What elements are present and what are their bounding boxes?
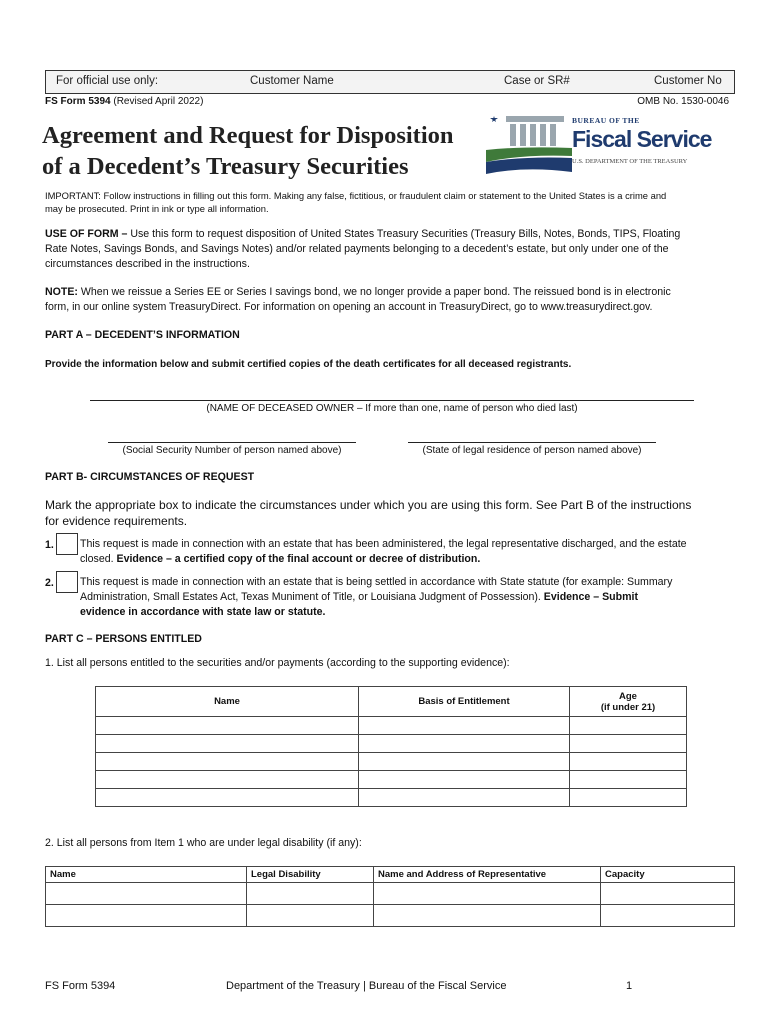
important-notice — [45, 189, 735, 215]
legal-disability-table — [45, 866, 735, 927]
note-line-2: form, in our online system TreasuryDirect. For information on opening an account in TreasuryDirect, go to www.treasurydirect.gov. — [45, 301, 653, 313]
part-c-item-1: 1. List all persons entitled to the securities and/or payments (according to the supporting evidence): — [45, 657, 510, 669]
use-of-form-line-1: Use this form to request disposition of United States Treasury Securities (Treasury Bills, Notes, Bonds, TIPS, Floating — [127, 228, 681, 240]
table-row[interactable] — [96, 771, 687, 789]
use-of-form-line-2: Rate Notes, Savings Bonds, and Savings Notes) and/or related payments belonging to a decedent’s estate, but only under one of the — [45, 243, 669, 255]
table-row[interactable] — [46, 883, 735, 905]
fiscal-service-logo — [484, 110, 724, 180]
use-of-form-line-3: circumstances described in the instructions. — [45, 258, 250, 270]
option-2-text — [80, 575, 740, 620]
logo-main-text: Fiscal Service — [572, 126, 712, 152]
logo-sub-text: U.S. DEPARTMENT OF THE TREASURY — [572, 158, 688, 165]
important-line-1: IMPORTANT: Follow instructions in filling out this form. Making any false, fictitious, or fraudulent claim or statement to the United States is a crime and — [45, 190, 667, 201]
option-2-line-2: Administration, Small Estates Act, Texas Muniment of Title, or Louisiana Judgment of Possession). — [80, 591, 544, 603]
option-2-evidence-1: Evidence – Submit — [543, 591, 638, 603]
option-1-checkbox[interactable] — [56, 533, 78, 555]
option-1-line-2: closed. — [80, 553, 117, 565]
use-of-form — [45, 227, 735, 272]
table-row[interactable] — [96, 753, 687, 771]
col-disability: Legal Disability — [247, 867, 374, 883]
col-age — [570, 687, 687, 717]
option-2-evidence-2: evidence in accordance with state law or statute. — [80, 606, 326, 618]
option-2-line-1: This request is made in connection with an estate that is being settled in accordance with State statute (for example: Summary — [80, 576, 673, 588]
option-2-checkbox[interactable] — [56, 571, 78, 593]
important-line-2: may be prosecuted. Print in ink or type all information. — [45, 203, 269, 214]
option-1-number: 1. — [45, 539, 54, 551]
state-line[interactable] — [408, 442, 656, 443]
official-use-box — [45, 70, 735, 94]
part-a-instruction: Provide the information below and submit certified copies of the death certificates for all deceased registrants. — [45, 359, 572, 370]
part-b-intro — [45, 497, 745, 529]
option-2-number: 2. — [45, 577, 54, 589]
part-c-item-2: 2. List all persons from Item 1 who are under legal disability (if any): — [45, 837, 362, 849]
persons-entitled-table — [95, 686, 687, 807]
note — [45, 285, 735, 315]
case-label: Case or SR# — [504, 75, 570, 87]
form-number: FS Form 5394 — [45, 96, 111, 107]
col-representative: Name and Address of Representative — [374, 867, 601, 883]
note-line-1: When we reissue a Series EE or Series I savings bond, we no longer provide a paper bond. The reissued bond is in electronic — [77, 286, 671, 298]
customer-name-label: Customer Name — [250, 75, 334, 87]
table-row[interactable] — [46, 905, 735, 927]
footer-page-number: 1 — [626, 980, 633, 992]
col-name-2: Name — [46, 867, 247, 883]
state-label: (State of legal residence of person named above) — [422, 445, 642, 456]
part-b-intro-line-1: Mark the appropriate box to indicate the circumstances under which you are using this form. See Part B of the instructions — [45, 498, 692, 512]
title-line-2: of a Decedent’s Treasury Securities — [42, 153, 409, 180]
col-age-line-1: Age — [619, 690, 637, 702]
col-age-line-2: (if under 21) — [600, 701, 656, 713]
omb-number: OMB No. 1530-0046 — [637, 96, 729, 107]
table-row[interactable] — [96, 717, 687, 735]
official-use-label: For official use only: — [56, 75, 159, 87]
footer-form: FS Form 5394 — [45, 980, 116, 992]
logo-top-text: BUREAU OF THE — [572, 116, 640, 125]
option-1-evidence: Evidence – a certified copy of the final account or decree of distribution. — [116, 553, 481, 565]
revised-date: (Revised April 2022) — [113, 96, 204, 107]
col-basis: Basis of Entitlement — [359, 687, 570, 717]
part-a-heading: PART A – DECEDENT’S INFORMATION — [45, 329, 240, 341]
part-b-intro-line-2: for evidence requirements. — [45, 514, 188, 528]
part-b-heading: PART B- CIRCUMSTANCES OF REQUEST — [45, 471, 255, 483]
note-label: NOTE: — [45, 286, 78, 298]
form-id — [45, 96, 203, 107]
ssn-line[interactable] — [108, 442, 356, 443]
table-row[interactable] — [96, 789, 687, 807]
ssn-label: (Social Security Number of person named above) — [122, 445, 342, 456]
deceased-owner-line[interactable] — [90, 400, 694, 401]
title-line-1: Agreement and Request for Disposition — [42, 122, 454, 149]
page-title — [42, 120, 454, 182]
deceased-owner-label: (NAME OF DECEASED OWNER – If more than one, name of person who died last) — [206, 403, 578, 414]
col-name: Name — [96, 687, 359, 717]
option-1-text — [80, 537, 740, 567]
footer-dept: Department of the Treasury | Bureau of the Fiscal Service — [226, 980, 507, 992]
table-row[interactable] — [96, 735, 687, 753]
use-of-form-label: USE OF FORM – — [45, 228, 128, 240]
treasury-building-icon — [484, 110, 574, 180]
customer-no-label: Customer No — [654, 75, 722, 87]
option-1-line-1: This request is made in connection with an estate that has been administered, the legal representative discharged, and the estate — [80, 538, 687, 550]
col-capacity: Capacity — [601, 867, 735, 883]
part-c-heading: PART C – PERSONS ENTITLED — [45, 633, 202, 645]
